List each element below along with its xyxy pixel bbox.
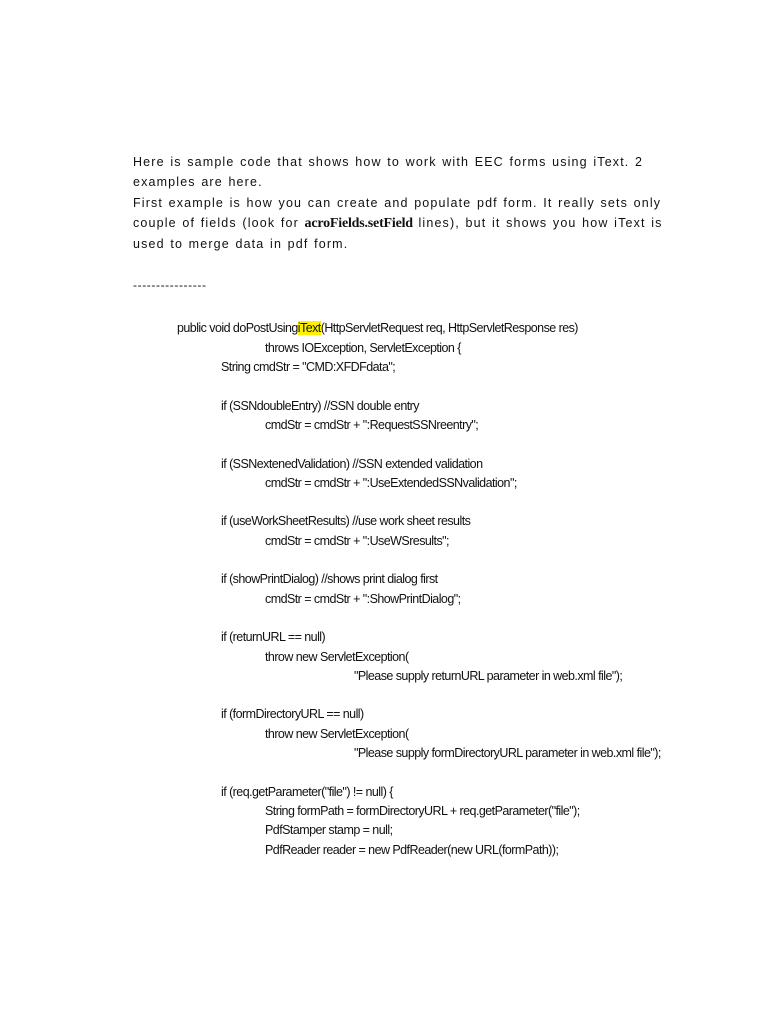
code-line: throw new ServletException( — [265, 727, 409, 741]
first-example-text-end: lines), but it shows you how iText is used to merge data in pdf form. — [133, 216, 663, 251]
code-line: String cmdStr = "CMD:XFDFdata"; — [221, 360, 396, 374]
highlighted-itext-term: iText — [297, 321, 321, 335]
code-line: if (showPrintDialog) //shows print dialog first — [221, 572, 438, 586]
code-line-method-signature: public void doPostUsingiText(HttpServletRequest req, HttpServletResponse res) — [177, 321, 578, 335]
code-line: if (req.getParameter("file") != null) { — [221, 785, 393, 799]
code-line: throw new ServletException( — [265, 650, 409, 664]
intro-text: Here is sample code that shows how to work with EEC forms using iText. 2 examples are here. — [133, 155, 644, 189]
separator-line: ---------------- — [133, 278, 207, 292]
intro-paragraph — [133, 152, 693, 192]
first-example-text-start: First example is how you can create and populate pdf form. It really sets only couple of fields (look for — [133, 196, 662, 230]
code-line: "Please supply formDirectoryURL parameter in web.xml file"); — [354, 746, 661, 760]
code-line: if (SSNextenedValidation) //SSN extended validation — [221, 457, 483, 471]
acrofields-setfield-term: acroFields.setField — [304, 216, 413, 231]
code-line: "Please supply returnURL parameter in web.xml file"); — [354, 669, 623, 683]
code-line: cmdStr = cmdStr + ":RequestSSNreentry"; — [265, 418, 479, 432]
code-line: cmdStr = cmdStr + ":ShowPrintDialog"; — [265, 592, 461, 606]
code-line: if (returnURL == null) — [221, 630, 326, 644]
code-line: PdfStamper stamp = null; — [265, 823, 393, 837]
code-line: String formPath = formDirectoryURL + req.getParameter("file"); — [265, 804, 580, 818]
code-line: throws IOException, ServletException { — [265, 341, 461, 355]
code-line: cmdStr = cmdStr + ":UseExtendedSSNvalidation"; — [265, 476, 517, 490]
code-line: cmdStr = cmdStr + ":UseWSresults"; — [265, 534, 449, 548]
code-line: if (useWorkSheetResults) //use work sheet results — [221, 514, 471, 528]
first-example-paragraph — [133, 193, 693, 254]
code-line: if (SSNdoubleEntry) //SSN double entry — [221, 399, 419, 413]
code-line: PdfReader reader = new PdfReader(new URL(formPath)); — [265, 843, 559, 857]
code-line: if (formDirectoryURL == null) — [221, 707, 364, 721]
